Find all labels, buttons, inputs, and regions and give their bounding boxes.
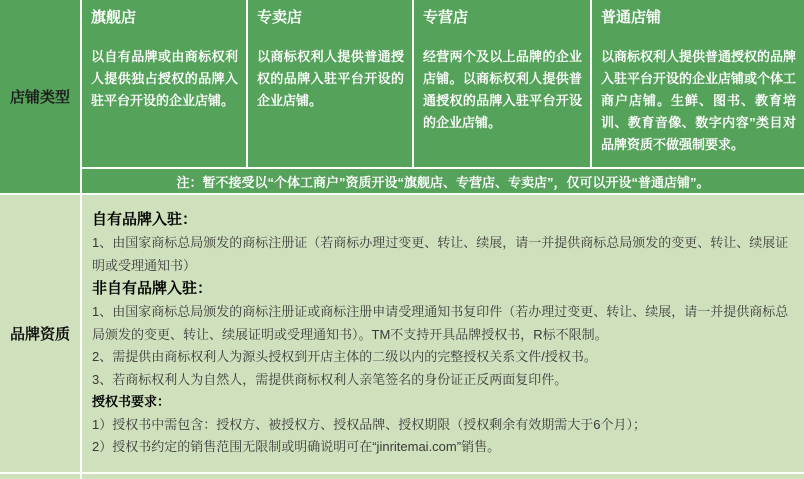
row-header-brand-qualification: 品牌资质: [0, 194, 81, 473]
franchise-store-title: 专营店: [423, 9, 469, 26]
brand-qualification-content: [81, 194, 804, 473]
store-type-row: [0, 0, 804, 168]
cutoff-row: [0, 473, 804, 479]
non-own-brand-heading: 非自有品牌入驻：: [92, 280, 213, 297]
authorization-heading: 授权书要求：: [92, 394, 171, 409]
ordinary-store-cell: [591, 0, 804, 168]
cutoff-row-content-cell: [81, 473, 804, 479]
exclusive-store-description: 以商标权利人提供普通授权的品牌入驻平台开设的企业店铺。: [257, 49, 404, 108]
ordinary-store-title: 普通店铺: [601, 9, 662, 26]
flagship-store-title: 旗舰店: [91, 9, 137, 26]
own-brand-item: 1、由国家商标总局颁发的商标注册证（若商标办理过变更、转让、续展，请一并提供商标总局颁发的变更、转让、续展证明或受理通知书）: [92, 235, 789, 273]
non-own-brand-item: 2、需提供由商标权利人为源头授权到开店主体的二级以内的完整授权关系文件/授权书。: [92, 349, 597, 364]
franchise-store-description: 经营两个及以上品牌的企业店铺。以商标权利人提供普通授权的品牌入驻平台开设的企业店铺。: [423, 49, 582, 130]
exclusive-store-cell: [247, 0, 413, 168]
flagship-store-cell: [81, 0, 247, 168]
ordinary-store-description: 以商标权利人提供普通授权的品牌入驻平台开设的企业店铺或个体工商户店铺。生鲜、图书、教育培训、教育音像、数字内容”类目对品牌资质不做强制要求。: [601, 49, 797, 152]
non-own-brand-item: 3、若商标权利人为自然人，需提供商标权利人亲笔签名的身份证正反两面复印件。: [92, 371, 568, 387]
authorization-item: 1）授权书中需包含：授权方、被授权方、授权品牌、授权期限（授权剩余有效期需大于6个月）；: [92, 416, 646, 432]
flagship-store-description: 以自有品牌或由商标权利人提供独占授权的品牌入驻平台开设的企业店铺。: [91, 49, 238, 108]
non-own-brand-item: 1、由国家商标总局颁发的商标注册证或商标注册申请受理通知书复印件（若办理过变更、转让、续展，请一并提供商标总局颁发的变更、转让、续展证明或受理通知书）。TM不支持开具品牌授权书，R标不限制。: [92, 304, 789, 342]
cutoff-row-header-cell: [0, 473, 81, 479]
franchise-store-cell: [413, 0, 591, 168]
row-header-store-type: 店铺类型: [0, 0, 81, 194]
brand-qualification-row: [0, 194, 804, 473]
note-text: 注：暂不接受以“个体工商户”资质开设“旗舰店、专营店、专卖店”，仅可以开设“普通店铺”。: [81, 168, 804, 194]
note-row: [0, 168, 804, 194]
authorization-item: 2）授权书约定的销售范围无限制或明确说明可在“jinritemai.com”销售。: [92, 439, 501, 454]
own-brand-heading: 自有品牌入驻：: [92, 211, 198, 228]
exclusive-store-title: 专卖店: [257, 9, 303, 26]
